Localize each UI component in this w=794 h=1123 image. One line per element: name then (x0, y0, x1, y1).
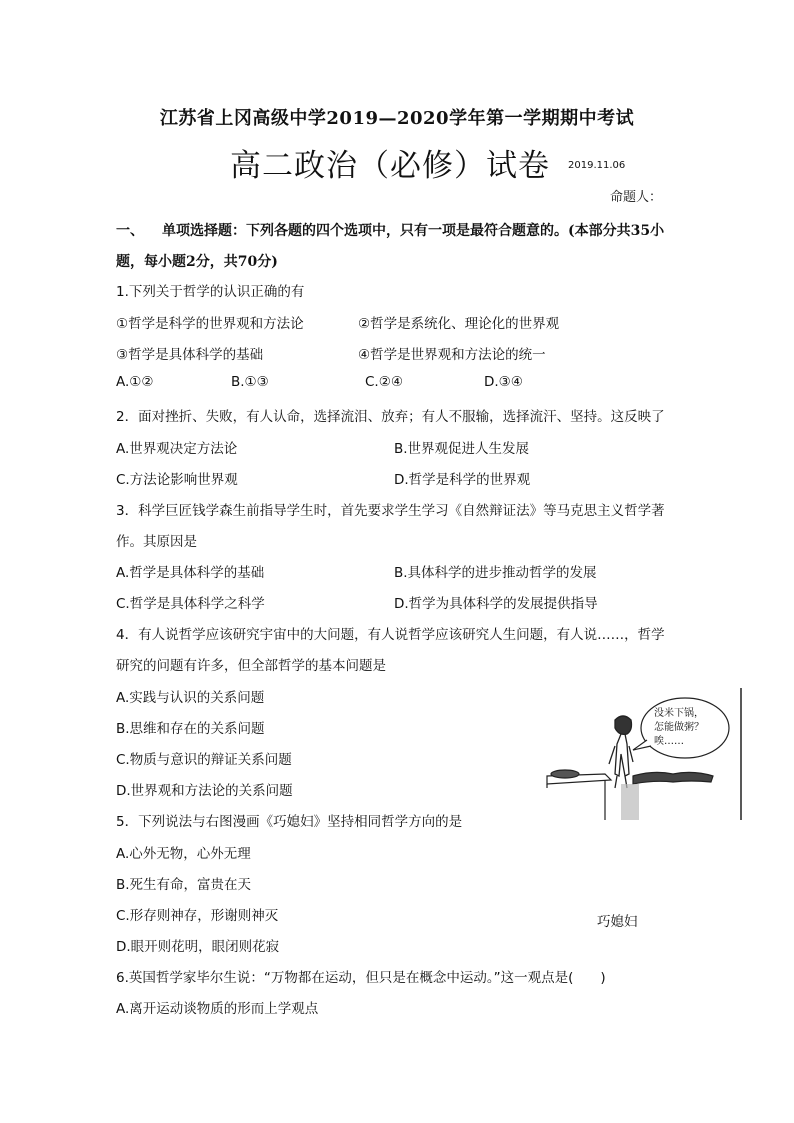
question-4-stem-line2: 研究的问题有许多，但全部哲学的基本问题是 (116, 658, 386, 674)
q5-option-a: A.心外无物，心外无理 (116, 846, 251, 862)
q1-option-c: C.②④ (365, 374, 403, 390)
q3-option-b: B.具体科学的进步推动哲学的发展 (394, 565, 597, 581)
q1-option-d: D.③④ (484, 374, 523, 390)
q1-statement-4: ④哲学是世界观和方法论的统一 (358, 347, 546, 363)
q1-statement-3: ③哲学是具体科学的基础 (116, 347, 264, 363)
q5-option-c: C.形存则神存，形谢则神灭 (116, 908, 279, 924)
author-label: 命题人： (610, 190, 663, 205)
bubble-text-line3: 唉…… (654, 736, 684, 747)
q4-option-d: D.世界观和方法论的关系问题 (116, 783, 293, 799)
q6-option-a: A.离开运动谈物质的形而上学观点 (116, 1001, 319, 1017)
q3-option-c: C.哲学是具体科学之科学 (116, 596, 265, 612)
section-number: 一、 (116, 223, 144, 239)
question-5-stem: 5．下列说法与右图漫画《巧媳妇》坚持相同哲学方向的是 (116, 814, 463, 830)
blurred-mark (621, 784, 639, 820)
question-1-stem: 1.下列关于哲学的认识正确的有 (116, 284, 305, 300)
q1-statement-2: ②哲学是系统化、理论化的世界观 (358, 316, 560, 332)
q2-option-c: C.方法论影响世界观 (116, 472, 238, 488)
paper-title: 高二政治（必修）试卷 (230, 148, 550, 184)
exam-date: 2019.11.06 (568, 160, 626, 171)
section-heading (116, 216, 686, 278)
q1-option-a: A.①② (116, 374, 154, 390)
question-3-stem-line2: 作。其原因是 (116, 534, 197, 550)
q1-option-b: B.①③ (231, 374, 269, 390)
q1-statement-1: ①哲学是科学的世界观和方法论 (116, 316, 304, 332)
q2-option-b: B.世界观促进人生发展 (394, 441, 530, 457)
q5-option-b: B.死生有命，富贵在天 (116, 877, 252, 893)
q4-option-b: B.思维和存在的关系问题 (116, 721, 265, 737)
q3-option-a: A.哲学是具体科学的基础 (116, 565, 265, 581)
bubble-text-line1: 没米下锅， (654, 708, 704, 719)
q4-option-c: C.物质与意识的辩证关系问题 (116, 752, 292, 768)
q5-option-d: D.眼开则花明，眼闭则花寂 (116, 939, 280, 955)
school-exam-heading: 江苏省上冈高级中学2019—2020学年第一学期期中考试 (159, 108, 635, 129)
qiaoxifu-comic-image (545, 688, 745, 820)
question-4-stem-line1: 4．有人说哲学应该研究宇宙中的大问题，有人说哲学应该研究人生问题，有人说……，哲学 (116, 627, 665, 643)
q3-option-d: D.哲学为具体科学的发展提供指导 (394, 596, 598, 612)
q4-option-a: A.实践与认识的关系问题 (116, 690, 265, 706)
comic-caption: 巧媳妇 (597, 914, 638, 930)
question-3-stem-line1: 3．科学巨匠钱学森生前指导学生时，首先要求学生学习《自然辩证法》等马克思主义哲学著 (116, 503, 665, 519)
woman-figure (609, 716, 633, 788)
question-2-stem: 2．面对挫折、失败，有人认命，选择流泪、放弃；有人不服输，选择流汗、坚持。这反映了 (116, 409, 665, 425)
section-instructions: 单项选择题：下列各题的四个选项中，只有一项是最符合题意的。(本部分共35小题，每小题2分，共70分) (116, 223, 665, 270)
bubble-text-line2: 怎能做粥？ (654, 722, 704, 733)
q2-option-a: A.世界观决定方法论 (116, 441, 238, 457)
q2-option-d: D.哲学是科学的世界观 (394, 472, 531, 488)
question-6-stem: 6.英国哲学家毕尔生说：“万物都在运动，但只是在概念中运动。”这一观点是( ) (116, 970, 606, 986)
